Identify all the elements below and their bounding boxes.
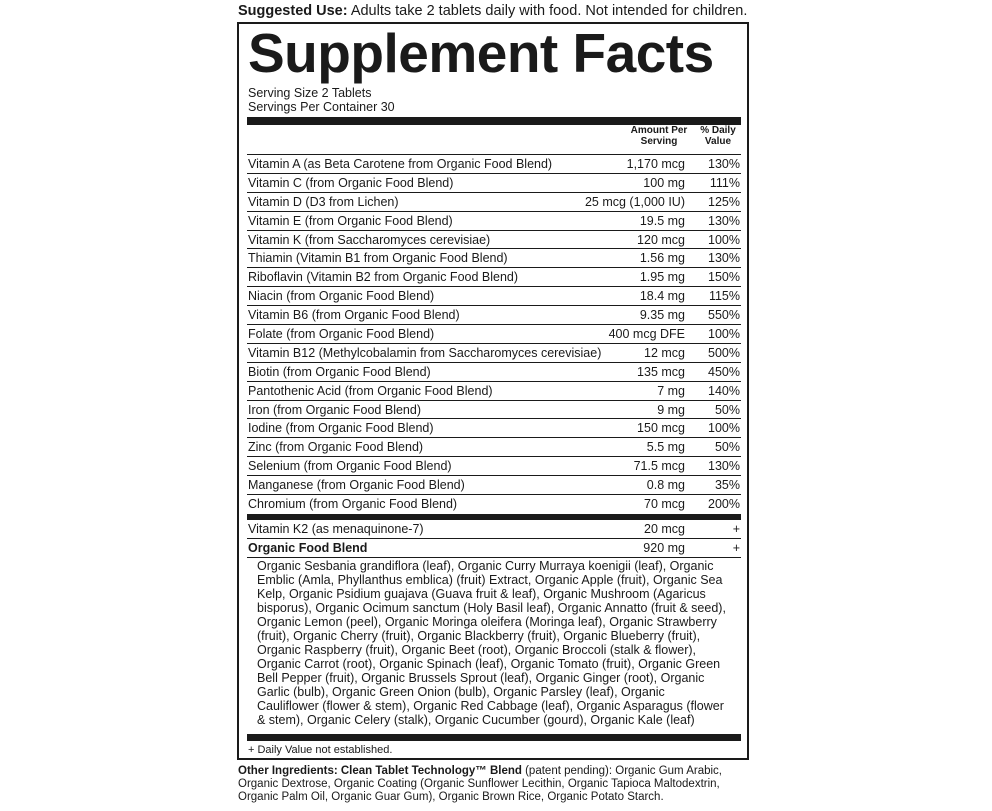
nutrient-row	[247, 520, 741, 539]
nutrient-row	[247, 287, 741, 306]
nutrient-name: Zinc (from Organic Food Blend)	[248, 440, 424, 455]
other-ingredients-line: Organic Palm Oil, Organic Guar Gum), Organic Brown Rice, Organic Potato Starch.	[238, 791, 664, 803]
nutrient-amount: 1.95 mg	[639, 270, 685, 285]
nutrient-daily-value: 50%	[714, 440, 740, 455]
nutrient-name: Biotin (from Organic Food Blend)	[248, 364, 431, 379]
nutrient-daily-value: 140%	[708, 383, 740, 398]
other-ingredients-label: Other Ingredients: Clean Tablet Technology™ Blend	[238, 765, 522, 777]
nutrient-name: Riboflavin (Vitamin B2 from Organic Food Blend)	[248, 270, 519, 285]
blend-line: Organic Sesbania grandiflora (leaf), Organic Curry Murraya koenigii (leaf), Organic	[257, 559, 714, 573]
nutrient-daily-value: 130%	[708, 459, 740, 474]
nutrient-row	[247, 363, 741, 382]
nutrient-name: Organic Food Blend	[248, 540, 368, 555]
nutrient-amount: 71.5 mcg	[633, 459, 685, 474]
other-ingredients-text: (patent pending): Organic Gum Arabic,	[521, 765, 722, 777]
nutrient-amount: 920 mg	[643, 540, 685, 555]
nutrient-row	[247, 457, 741, 476]
other-ingredients-line: Organic Dextrose, Organic Coating (Organic Sunflower Lecithin, Organic Tapioca Maltodextrin,	[238, 778, 720, 790]
suggested-use-label: Suggested Use:	[238, 3, 348, 19]
nutrient-daily-value: 100%	[708, 421, 740, 436]
nutrient-daily-value: 50%	[714, 402, 740, 417]
nutrient-name: Manganese (from Organic Food Blend)	[248, 478, 465, 493]
nutrient-amount: 70 mcg	[644, 497, 685, 512]
supplement-facts-panel	[237, 22, 749, 760]
blend-line: bisporus), Organic Ocimum sanctum (Holy Basil leaf), Organic Annatto (fruit & seed),	[257, 601, 726, 615]
nutrient-daily-value: 150%	[708, 270, 740, 285]
header-dv-line1: % Daily	[700, 125, 736, 136]
nutrient-daily-value: 130%	[708, 251, 740, 266]
nutrient-daily-value: 115%	[708, 289, 740, 304]
blend-line: (fruit), Organic Cherry (fruit), Organic Blackberry (fruit), Organic Blueberry (fruit),	[257, 629, 701, 643]
nutrient-row	[247, 495, 741, 514]
blend-line: Organic Raspberry (fruit), Organic Beet (root), Organic Broccoli (stalk & flower),	[257, 643, 697, 657]
nutrient-name: Vitamin B6 (from Organic Food Blend)	[248, 308, 460, 323]
panel-title: Supplement Facts	[248, 22, 714, 84]
suggested-use	[238, 2, 758, 20]
nutrient-row	[247, 539, 741, 558]
header-amount-line2: Serving	[640, 136, 678, 147]
nutrient-name: Vitamin C (from Organic Food Blend)	[248, 175, 454, 190]
nutrient-row	[247, 382, 741, 401]
nutrient-name: Vitamin K (from Saccharomyces cerevisiae)	[248, 232, 491, 247]
nutrient-daily-value: +	[732, 522, 740, 536]
nutrient-amount: 1,170 mcg	[626, 157, 685, 171]
nutrient-row	[247, 401, 741, 420]
nutrient-row	[247, 344, 741, 363]
nutrient-daily-value: 130%	[708, 213, 740, 228]
servings-per-container: Servings Per Container 30	[248, 100, 395, 114]
nutrient-amount: 25 mcg (1,000 IU)	[584, 194, 685, 209]
organic-food-blend-list	[257, 559, 739, 727]
serving-info	[248, 86, 395, 114]
nutrient-amount: 5.5 mg	[646, 440, 685, 455]
nutrient-name: Vitamin D (D3 from Lichen)	[248, 194, 399, 209]
nutrient-name: Selenium (from Organic Food Blend)	[248, 459, 452, 474]
header-amount	[624, 125, 694, 147]
suggested-use-text: Adults take 2 tablets daily with food. Not intended for children.	[347, 3, 748, 19]
nutrient-row	[247, 268, 741, 287]
nutrient-row	[247, 476, 741, 495]
nutrient-amount: 12 mcg	[644, 345, 685, 360]
nutrient-daily-value: 550%	[708, 308, 740, 323]
footnote: + Daily Value not established.	[248, 744, 393, 756]
nutrient-daily-value: 200%	[708, 497, 740, 512]
nutrient-name: Iron (from Organic Food Blend)	[248, 402, 421, 417]
nutrient-name: Pantothenic Acid (from Organic Food Blend)	[248, 383, 493, 398]
nutrient-row	[247, 174, 741, 193]
nutrient-amount: 400 mcg DFE	[608, 327, 685, 342]
nutrient-daily-value: 125%	[708, 194, 740, 209]
blend-line: Organic Carrot (root), Organic Spinach (leaf), Organic Tomato (fruit), Organic Green	[257, 657, 721, 671]
header-amount-line1: Amount Per	[630, 125, 688, 136]
nutrient-name: Chromium (from Organic Food Blend)	[248, 497, 458, 512]
nutrient-name: Vitamin A (as Beta Carotene from Organic Food Blend)	[248, 157, 553, 171]
nutrient-daily-value: 35%	[714, 478, 740, 493]
nutrient-amount: 120 mcg	[637, 232, 685, 247]
nutrient-daily-value: 100%	[708, 327, 740, 342]
nutrient-amount: 1.56 mg	[639, 251, 685, 266]
nutrient-daily-value: 450%	[708, 364, 740, 379]
nutrient-row	[247, 306, 741, 325]
blend-line: Cauliflower (flower & stem), Organic Red Cabbage (leaf), Organic Asparagus (flower	[257, 699, 724, 713]
header-dv-line2: Value	[704, 136, 732, 147]
nutrient-daily-value: 100%	[708, 232, 740, 247]
nutrient-amount: 0.8 mg	[646, 478, 685, 493]
nutrient-amount: 100 mg	[643, 175, 685, 190]
nutrient-row	[247, 155, 741, 174]
blend-line: Kelp, Organic Psidium guajava (Guava fruit & leaf), Organic Mushroom (Agaricus	[257, 587, 706, 601]
nutrient-row	[247, 231, 741, 250]
blend-line: Garlic (bulb), Organic Green Onion (bulb), Organic Parsley (leaf), Organic	[257, 685, 665, 699]
nutrient-daily-value: 500%	[708, 345, 740, 360]
nutrient-daily-value: 111%	[709, 175, 740, 190]
nutrient-name: Niacin (from Organic Food Blend)	[248, 289, 435, 304]
nutrient-name: Vitamin B12 (Methylcobalamin from Saccharomyces cerevisiae)	[248, 345, 602, 360]
nutrient-daily-value: 130%	[708, 157, 740, 171]
extra-rows	[247, 520, 741, 558]
blend-line: Organic Lemon (peel), Organic Moringa oleifera (Moringa leaf), Organic Strawberry	[257, 615, 717, 629]
nutrient-name: Vitamin K2 (as menaquinone-7)	[248, 522, 424, 536]
nutrient-name: Vitamin E (from Organic Food Blend)	[248, 213, 453, 228]
blend-line: Bell Pepper (fruit), Organic Brussels Sprout (leaf), Organic Ginger (root), Organic	[257, 671, 705, 685]
nutrient-amount: 19.5 mg	[639, 213, 685, 228]
nutrient-amount: 18.4 mg	[639, 289, 685, 304]
nutrient-row	[247, 249, 741, 268]
nutrient-row	[247, 193, 741, 212]
nutrient-amount: 135 mcg	[637, 364, 685, 379]
nutrient-amount: 150 mcg	[637, 421, 685, 436]
nutrient-daily-value: +	[732, 540, 740, 555]
other-ingredients	[238, 765, 758, 804]
nutrient-name: Folate (from Organic Food Blend)	[248, 327, 435, 342]
top-thick-rule	[247, 117, 741, 125]
nutrient-amount: 20 mcg	[644, 522, 685, 536]
blend-line: & stem), Organic Celery (stalk), Organic Cucumber (gourd), Organic Kale (leaf)	[257, 713, 695, 727]
nutrient-name: Thiamin (Vitamin B1 from Organic Food Blend)	[248, 251, 508, 266]
header-daily-value	[695, 125, 741, 147]
nutrient-row	[247, 212, 741, 231]
nutrient-amount: 9 mg	[657, 402, 685, 417]
nutrient-amount: 7 mg	[657, 383, 685, 398]
nutrient-name: Iodine (from Organic Food Blend)	[248, 421, 434, 436]
blend-line: Emblic (Amla, Phyllanthus emblica) (fruit) Extract, Organic Apple (fruit), Organic Sea	[257, 573, 723, 587]
nutrient-row	[247, 325, 741, 344]
serving-size: Serving Size 2 Tablets	[248, 86, 372, 100]
nutrient-row	[247, 419, 741, 438]
other-ingredients-line	[238, 765, 758, 778]
nutrient-rows	[247, 155, 741, 514]
bottom-thick-rule	[247, 734, 741, 741]
nutrient-row	[247, 438, 741, 457]
nutrient-amount: 9.35 mg	[639, 308, 685, 323]
